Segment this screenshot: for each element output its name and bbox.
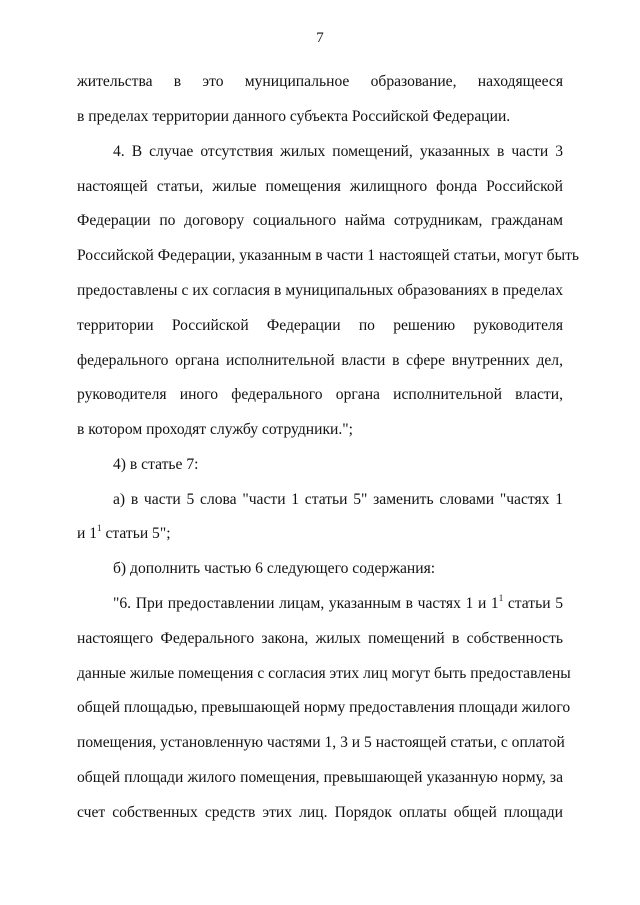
text-line: помещения, установленную частями 1, 3 и 5 настоящей статьи, с оплатой [77, 734, 565, 751]
text-line: настоящей статьи, жилые помещения жилищного фонда Российской [77, 178, 563, 195]
text-line: территории Российской Федерации по решению руководителя [77, 317, 563, 334]
text-line: в котором проходят службу сотрудники."; [77, 421, 353, 438]
text-line: общей площади жилого помещения, превышающей указанную норму, за [77, 769, 563, 786]
text-line: в пределах территории данного субъекта Российской Федерации. [77, 108, 511, 125]
text-line: общей площадью, превышающей норму предоставления площади жилого [77, 699, 571, 716]
paragraph-start-line: 4. В случае отсутствия жилых помещений, указанных в части 3 [113, 143, 563, 160]
text-fragment: статьи 5 [503, 595, 564, 612]
paragraph-start-line-with-superscript [113, 594, 563, 614]
page-number: 7 [316, 30, 324, 46]
text-line: данные жилые помещения с согласия этих лиц могут быть предоставлены [77, 665, 571, 682]
text-line: руководителя иного федерального органа исполнительной власти, [77, 386, 563, 403]
paragraph-start-line: а) в части 5 слова "части 1 статьи 5" заменить словами "частях 1 [113, 491, 563, 508]
text-line: счет собственных средств этих лиц. Порядок оплаты общей площади [77, 804, 563, 821]
superscript: 1 [498, 592, 504, 603]
text-line: Российской Федерации, указанным в части 1 настоящей статьи, могут быть [77, 247, 580, 264]
text-line: Федерации по договору социального найма сотрудникам, гражданам [77, 212, 563, 229]
text-fragment: статьи 5"; [101, 525, 171, 542]
text-line: предоставлены с их согласия в муниципальных образованиях в пределах [77, 282, 563, 299]
text-line: федерального органа исполнительной власти в сфере внутренних дел, [77, 352, 563, 369]
text-line: настоящего Федерального закона, жилых помещений в собственность [77, 630, 563, 647]
list-item-heading: 4) в статье 7: [113, 456, 199, 473]
paragraph-start-line: б) дополнить частью 6 следующего содержания: [113, 560, 436, 577]
superscript: 1 [97, 522, 102, 533]
text-fragment: и 1 [77, 525, 98, 542]
text-line: жительства в это муниципальное образование, находящееся [77, 73, 563, 90]
text-line-with-superscript [77, 524, 563, 544]
text-fragment: "6. При предоставлении лицам, указанным в частях 1 и 1 [113, 595, 499, 612]
